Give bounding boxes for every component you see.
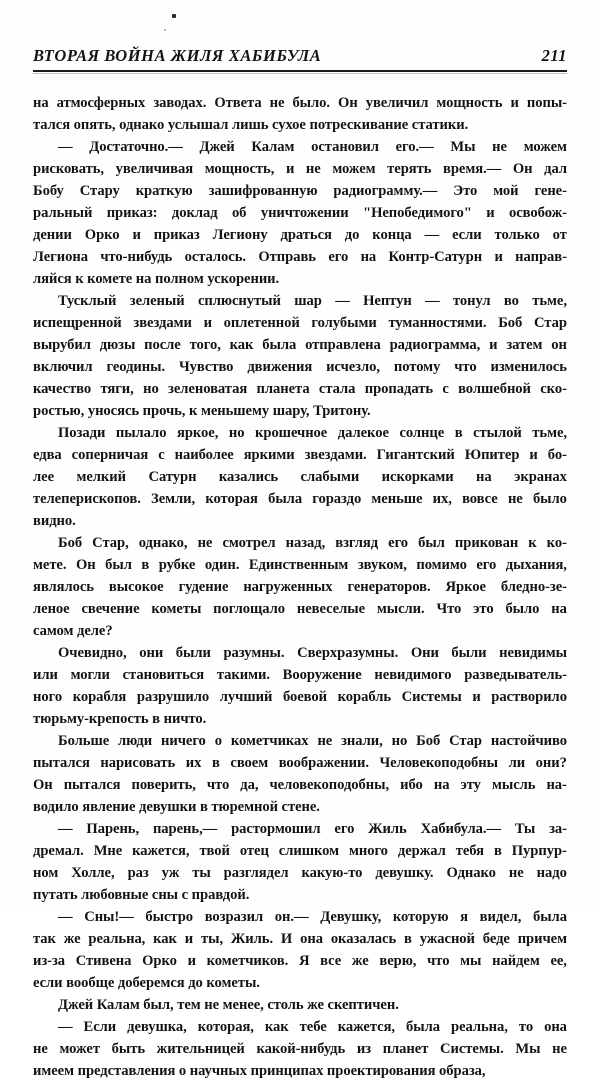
text-line: так же реальна, как и ты, Жиль. И она оказалась в ужасной беде причем bbox=[33, 931, 567, 947]
text-line: ляйся к комете на полном ускорении. bbox=[33, 271, 280, 287]
text-line: не может быть жительницей какой-нибудь из планет Системы. Мы не bbox=[33, 1041, 567, 1057]
header-rule bbox=[33, 70, 567, 72]
paragraph bbox=[33, 730, 567, 818]
paragraph bbox=[33, 290, 567, 422]
text-line: Джей Калам был, тем не менее, столь же скептичен. bbox=[58, 997, 399, 1013]
text-line: мете. Он был в рубке один. Единственным звуком, помимо его дыхания, bbox=[33, 557, 567, 573]
scan-artifact-speck bbox=[172, 14, 176, 18]
text-line: качество тяги, но зеленоватая планета стала пропадать с волшебной ско- bbox=[33, 381, 567, 397]
scan-artifact-speck-faint bbox=[164, 29, 166, 31]
text-line: имеем представления о научных принципах проектирования образа, bbox=[33, 1063, 486, 1079]
text-line: леное свечение кометы поглощало невеселые мысли. Что это было на bbox=[33, 601, 567, 617]
text-line: рисковать, увеличивая мощность, и не можем терять время.— Он дал bbox=[33, 161, 567, 177]
text-line: — Парень, парень,— растормошил его Жиль Хабибула.— Ты за- bbox=[58, 821, 567, 837]
text-line: Боб Стар, однако, не смотрел назад, взгляд его был прикован к ко- bbox=[58, 535, 567, 551]
page-number: 211 bbox=[541, 46, 567, 65]
text-line: Бобу Стару краткую зашифрованную радиограмму.— Это мой гене- bbox=[33, 183, 567, 199]
running-head-title: ВТОРАЯ ВОЙНА ЖИЛЯ ХАБИБУЛА bbox=[33, 46, 322, 65]
text-line: ральный приказ: доклад об уничтожении "Непобедимого" и освобож- bbox=[33, 205, 567, 221]
text-line: ном Холле, раз уж ты разглядел какую-то девушку. Однако не надо bbox=[33, 865, 567, 881]
header-rule-hairline bbox=[33, 73, 567, 74]
text-line: водило явление девушки в тюремной стене. bbox=[33, 799, 320, 815]
paragraph bbox=[33, 1016, 567, 1082]
text-line: дремал. Мне кажется, твой отец слишком много держал тебя в Пурпур- bbox=[33, 843, 567, 859]
body-text bbox=[33, 92, 567, 1082]
text-line: — Если девушка, которая, как тебе кажется, была реальна, то она bbox=[58, 1019, 567, 1035]
text-line: лее мелкий Сатурн казались слабыми искорками на экранах bbox=[33, 469, 567, 485]
text-line: Легиона что-нибудь осталось. Отправь его на Контр-Сатурн и направ- bbox=[33, 249, 567, 265]
paragraph bbox=[33, 994, 567, 1016]
text-line: на атмосферных заводах. Ответа не было. Он увеличил мощность и попы- bbox=[33, 95, 567, 111]
text-line: включил геодины. Чувство движения исчезло, потому что изменилось bbox=[33, 359, 567, 375]
text-line: Тусклый зеленый сплюснутый шар — Нептун — тонул во тьме, bbox=[58, 293, 567, 309]
text-line: видно. bbox=[33, 513, 76, 529]
paragraph bbox=[33, 136, 567, 290]
paragraph bbox=[33, 906, 567, 994]
paragraph bbox=[33, 92, 567, 136]
text-line: испещренной звездами и оплетенной голубыми туманностями. Боб Стар bbox=[33, 315, 567, 331]
paragraph bbox=[33, 422, 567, 532]
paragraph bbox=[33, 642, 567, 730]
text-line: едва соперничая с наиболее яркими звездами. Гигантский Юпитер и бо- bbox=[33, 447, 567, 463]
text-line: из-за Стивена Орко и кометчиков. Я все же верю, что мы найдем ее, bbox=[33, 953, 567, 969]
text-line: Позади пылало яркое, но крошечное далекое солнце в стылой тьме, bbox=[58, 425, 567, 441]
text-line: путать любовные сны с правдой. bbox=[33, 887, 250, 903]
running-head bbox=[33, 46, 567, 66]
text-line: пытался нарисовать их в своем воображении. Человекоподобны ли они? bbox=[33, 755, 567, 771]
text-line: Очевидно, они были разумны. Сверхразумны. Они были невидимы bbox=[58, 645, 567, 661]
text-line: тюрьму-крепость в ничто. bbox=[33, 711, 207, 727]
text-line: самом деле? bbox=[33, 623, 113, 639]
paragraph bbox=[33, 818, 567, 906]
text-line: ростью, уносясь прочь, к меньшему шару, Тритону. bbox=[33, 403, 371, 419]
text-line: Он пытался поверить, что да, человекоподобны, ибо на эту мысль на- bbox=[33, 777, 567, 793]
text-line: Больше люди ничего о кометчиках не знали, но Боб Стар настойчиво bbox=[58, 733, 567, 749]
text-line: являлось высокое гудение нагруженных генераторов. Яркое бледно-зе- bbox=[33, 579, 567, 595]
text-line: вырубил дюзы после того, как была отправлена радиограмма, и затем он bbox=[33, 337, 567, 353]
text-line: тался опять, однако услышал лишь сухое потрескивание статики. bbox=[33, 117, 469, 133]
text-line: ного корабля разрушило лучший боевой корабль Системы и растворило bbox=[33, 689, 567, 705]
text-line: или могли становиться такими. Вооружение невидимого разведыватель- bbox=[33, 667, 567, 683]
text-line: — Сны!— быстро возразил он.— Девушку, которую я видел, была bbox=[58, 909, 567, 925]
paragraph bbox=[33, 532, 567, 642]
text-line: телеперископов. Земли, которая была гораздо меньше их, вовсе не было bbox=[33, 491, 567, 507]
text-line: — Достаточно.— Джей Калам остановил его.— Мы не можем bbox=[58, 139, 567, 155]
text-line: если вообще доберемся до кометы. bbox=[33, 975, 260, 991]
text-line: дении Орко и приказ Легиону драться до конца — если только от bbox=[33, 227, 567, 243]
